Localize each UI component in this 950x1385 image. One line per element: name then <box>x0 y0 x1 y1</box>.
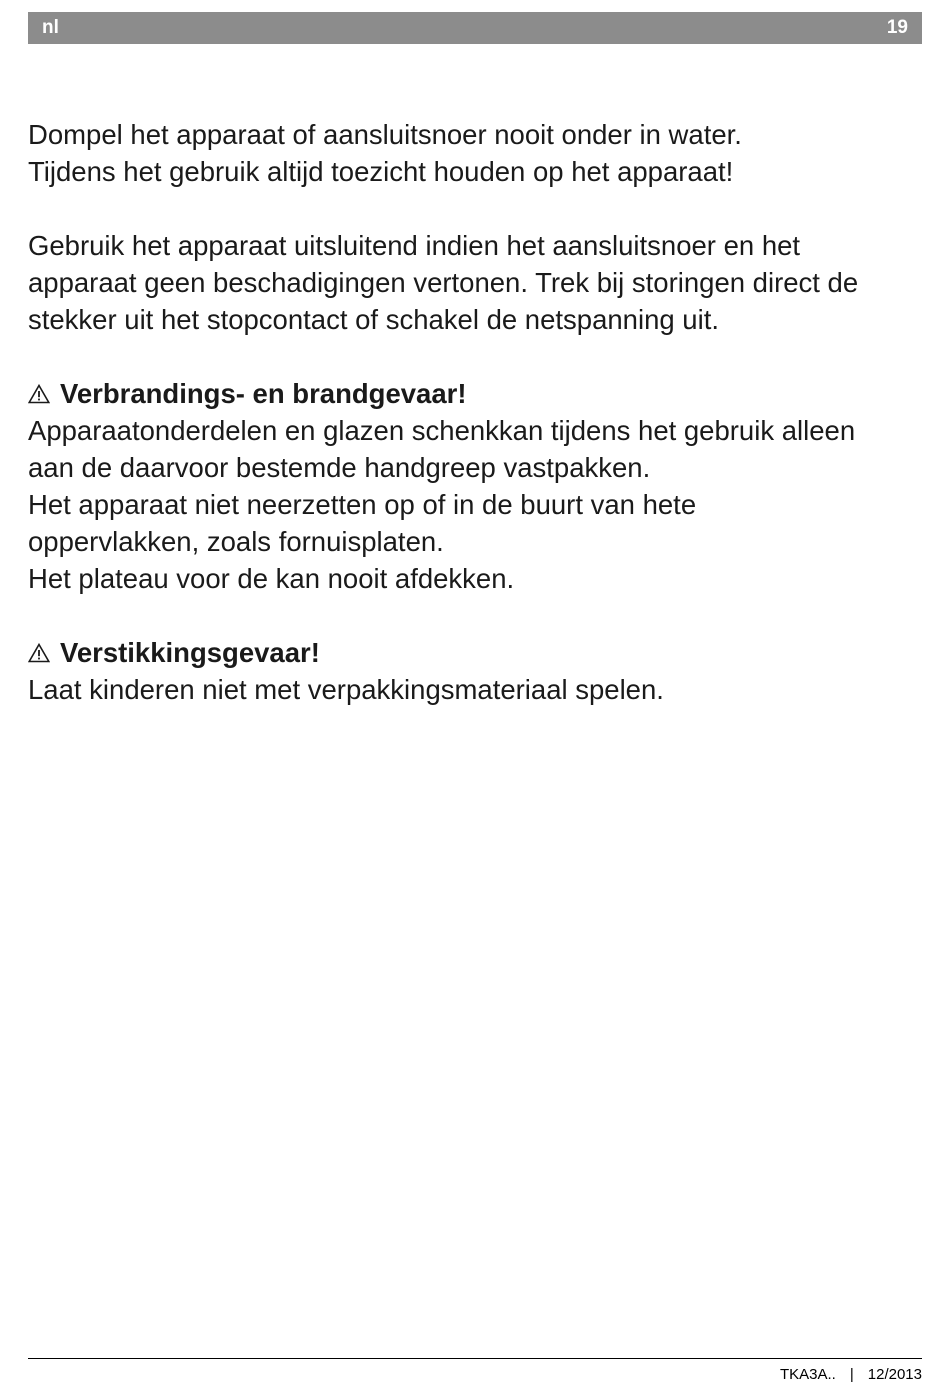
text-line: stekker uit het stopcontact of schakel de netspanning uit. <box>28 304 719 335</box>
text-line: Dompel het apparaat of aansluitsnoer nooit onder in water. <box>28 119 742 150</box>
paragraph-gap <box>28 190 928 227</box>
language-code: nl <box>42 17 59 38</box>
warning-title: Verbrandings- en brandgevaar! <box>60 378 467 409</box>
manual-content <box>28 116 928 708</box>
text-line: aan de daarvoor bestemde handgreep vastpakken. <box>28 452 651 483</box>
text-line: Laat kinderen niet met verpakkingsmateriaal spelen. <box>28 674 664 705</box>
text-line: apparaat geen beschadigingen vertonen. Trek bij storingen direct de <box>28 267 859 298</box>
warning-heading-suffocation <box>28 634 928 671</box>
edition-date: 12/2013 <box>867 1366 922 1383</box>
text-line: Gebruik het apparaat uitsluitend indien het aansluitsnoer en het <box>28 230 801 261</box>
warning-title: Verstikkingsgevaar! <box>60 637 320 668</box>
paragraph-gap <box>28 597 928 634</box>
page-footer <box>780 1366 922 1384</box>
warning-triangle-icon <box>28 384 50 404</box>
footer-divider <box>28 1358 922 1359</box>
text-line: oppervlakken, zoals fornuisplaten. <box>28 526 444 557</box>
text-line: Het plateau voor de kan nooit afdekken. <box>28 563 515 594</box>
page-header-bar <box>28 12 922 44</box>
warning-heading-burn <box>28 375 928 412</box>
text-line: Tijdens het gebruik altijd toezicht houden op het apparaat! <box>28 156 734 187</box>
warning-triangle-icon <box>28 643 50 663</box>
footer-separator: | <box>849 1366 854 1383</box>
text-line: Apparaatonderdelen en glazen schenkkan tijdens het gebruik alleen <box>28 415 856 446</box>
page-number: 19 <box>886 17 908 38</box>
paragraph-gap <box>28 338 928 375</box>
model-number: TKA3A.. <box>780 1366 836 1383</box>
text-line: Het apparaat niet neerzetten op of in de buurt van hete <box>28 489 697 520</box>
